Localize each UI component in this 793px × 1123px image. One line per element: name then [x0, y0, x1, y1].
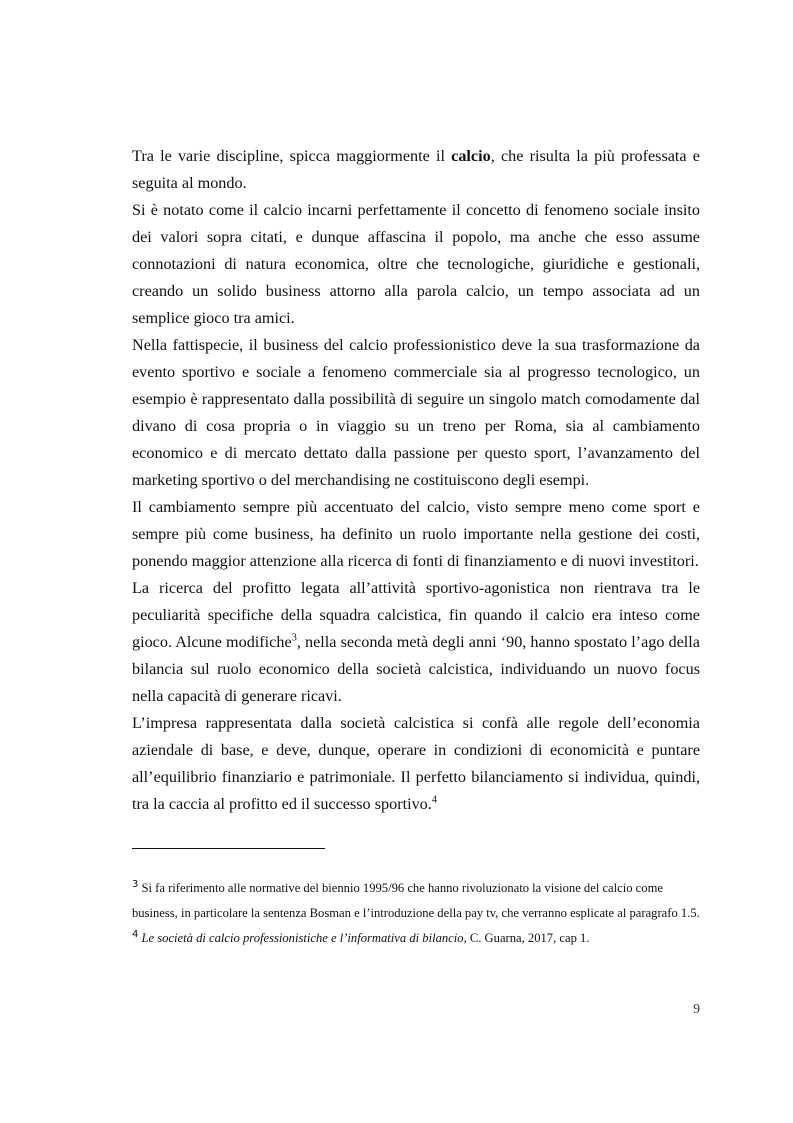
footnote-text: , C. Guarna, 2017, cap 1.	[463, 931, 590, 945]
footnote-mark: 4	[132, 928, 139, 940]
paragraph-4: Il cambiamento sempre più accentuato del calcio, visto sempre meno come sport e sempre più come business, ha definito un ruolo importante nella gestione dei costi, ponendo maggior attenzione alla ricerca di fonti di finanziamento e di nuovi investitori.	[132, 498, 700, 570]
paragraph-5: La ricerca del profitto legata all’attività sportivo-agonistica non rientrava tra le peculiarità specifiche della squadra calcistica, fin quando il calcio era inteso come gioco. Alcune modifiche$^3$, nella seconda metà degli anni ‘90, hanno spostato l’ago della bilancia sul ruolo economico della società calcistica, individuando un nuovo focus nella capacità di generare ricavi.	[132, 579, 700, 705]
footnote-4	[132, 926, 700, 951]
bold-term: calcio	[451, 147, 491, 165]
footnote-separator	[132, 848, 325, 849]
paragraph-2: Si è notato come il calcio incarni perfettamente il concetto di fenomeno sociale insito dei valori sopra citati, e dunque affascina il popolo, ma anche che esso assume connotazioni di natura economica, oltre che tecnologiche, giuridiche e gestionali, creando un solido business attorno alla parola calcio, un tempo associata ad un semplice gioco tra amici.	[132, 201, 700, 327]
footnote-ref-4[interactable]: 4	[431, 794, 438, 806]
body-text	[132, 143, 700, 818]
footnote-ref-3[interactable]: 3	[291, 632, 297, 644]
paragraph-3: Nella fattispecie, il business del calcio professionistico deve la sua trasformazione da evento sportivo e sociale a fenomeno commerciale sia al progresso tecnologico, un esempio è rappresentato dalla possibilità di seguire un singolo match comodamente dal divano di cosa propria o in viaggio su un treno per Roma, sia al cambiamento economico e di mercato dettato dalla passione per questo sport, l’avanzamento del marketing sportivo o del merchandising ne costituiscono degli esempi.	[132, 336, 700, 489]
footnote-3	[132, 876, 700, 926]
page-number: 9	[693, 1001, 700, 1016]
footnote-mark: 3	[132, 878, 139, 890]
footnote-title: Le società di calcio professionistiche e l’informativa di bilancio	[141, 931, 464, 945]
footnotes	[132, 876, 700, 951]
paragraph-6: L’impresa rappresentata dalla società calcistica si confà alle regole dell’economia aziendale di base, e deve, dunque, operare in condizioni di economicità e puntare all’equilibrio finanziario e patrimoniale. Il perfetto bilanciamento si individua, quindi, tra la caccia al profitto ed il successo sportivo.$^4$	[132, 714, 700, 813]
footnote-text: Si fa riferimento alle normative del biennio 1995/96 che hanno rivoluzionato la visione del calcio come business, in particolare la sentenza Bosman e l’introduzione della pay tv, che verranno esplicate al paragrafo 1.5.	[132, 881, 700, 920]
paragraph-1: Tra le varie discipline, spicca maggiormente il calcio, che risulta la più professata e seguita al mondo.	[132, 147, 700, 192]
